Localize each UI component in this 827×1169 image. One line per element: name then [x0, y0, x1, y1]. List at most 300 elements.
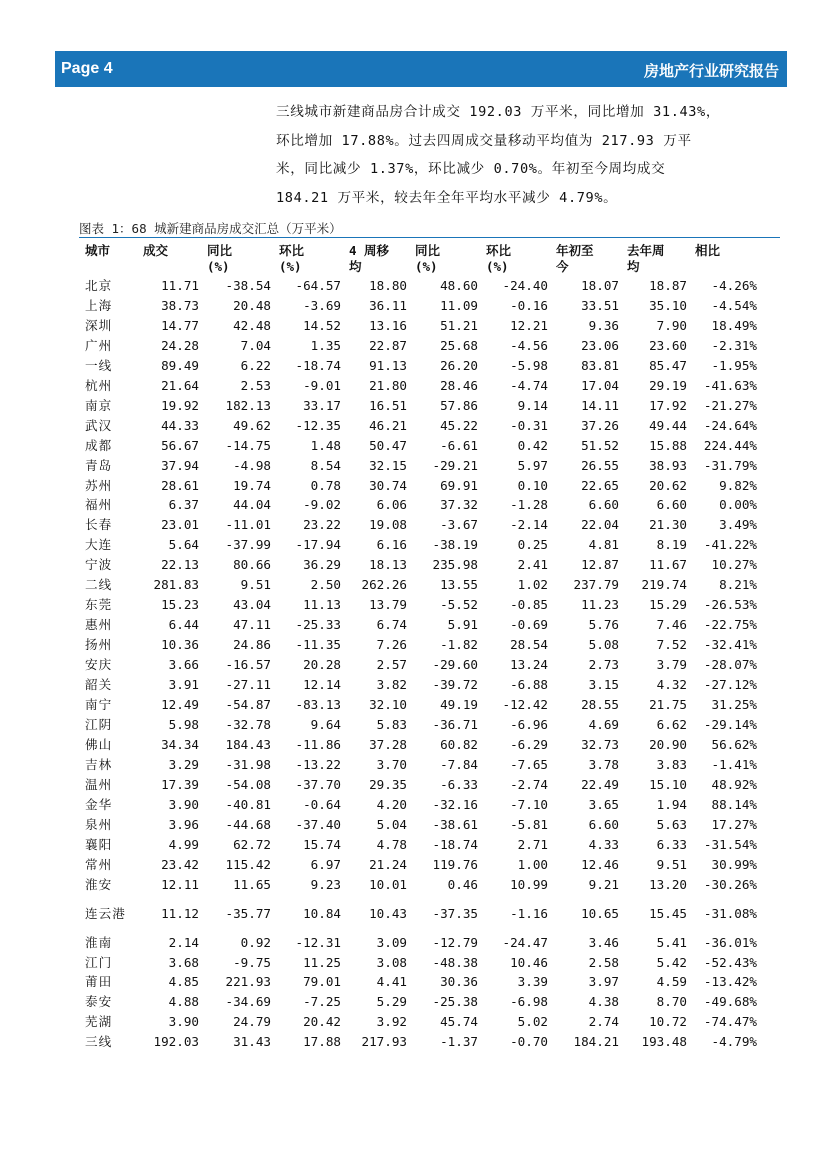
value-cell: 0.46: [447, 876, 478, 892]
value-cell: 0.10: [517, 477, 548, 493]
value-cell: 35.10: [649, 297, 687, 313]
value-cell: 6.16: [376, 537, 407, 553]
value-cell: 46.21: [369, 417, 407, 433]
value-cell: -49.68%: [703, 994, 757, 1010]
value-cell: 15.10: [649, 776, 687, 792]
value-cell: 11.65: [233, 876, 271, 892]
value-cell: 217.93: [361, 1034, 407, 1050]
value-cell: 10.27%: [711, 557, 757, 573]
value-cell: 9.14: [517, 397, 548, 413]
value-cell: 83.81: [581, 357, 619, 373]
value-cell: 26.55: [581, 457, 619, 473]
value-cell: 32.73: [581, 736, 619, 752]
value-cell: 5.08: [588, 637, 619, 653]
table-row: [79, 715, 759, 735]
value-cell: -13.22: [295, 756, 341, 772]
value-cell: -5.98: [510, 357, 548, 373]
value-cell: -38.61: [432, 816, 478, 832]
table-row: [79, 735, 759, 755]
city-cell: 安庆: [85, 657, 113, 673]
value-cell: 14.77: [161, 317, 199, 333]
value-cell: -37.70: [295, 776, 341, 792]
value-cell: -4.74: [510, 377, 548, 393]
value-cell: 11.23: [581, 597, 619, 613]
value-cell: 15.74: [303, 836, 341, 852]
column-header-line: 城市: [85, 243, 111, 258]
value-cell: 15.29: [649, 597, 687, 613]
value-cell: -54.08: [225, 776, 271, 792]
value-cell: 23.01: [161, 517, 199, 533]
value-cell: 0.25: [517, 537, 548, 553]
value-cell: 4.69: [588, 716, 619, 732]
city-cell: 东莞: [85, 597, 113, 613]
table-row: [79, 436, 759, 456]
value-cell: -37.40: [295, 816, 341, 832]
value-cell: -38.54: [225, 278, 271, 293]
value-cell: 12.14: [303, 677, 341, 693]
value-cell: 22.65: [581, 477, 619, 493]
value-cell: 34.34: [161, 736, 199, 752]
value-cell: 62.72: [233, 836, 271, 852]
table-row: [79, 535, 759, 555]
value-cell: 3.78: [588, 756, 619, 772]
column-header-line: (%): [207, 259, 230, 274]
table-row: [79, 555, 759, 575]
table-row: [79, 495, 759, 515]
table-row: [79, 695, 759, 715]
value-cell: 281.83: [153, 577, 199, 593]
value-cell: 32.15: [369, 457, 407, 473]
value-cell: -24.40: [502, 278, 548, 293]
value-cell: 22.13: [161, 557, 199, 573]
value-cell: 3.39: [517, 974, 548, 990]
value-cell: 56.62%: [711, 736, 757, 752]
value-cell: 3.70: [376, 756, 407, 772]
city-cell: 常州: [85, 856, 113, 872]
value-cell: 15.23: [161, 597, 199, 613]
value-cell: -7.84: [440, 756, 478, 772]
value-cell: 8.70: [656, 994, 687, 1010]
value-cell: 3.96: [168, 816, 199, 832]
value-cell: -32.41%: [703, 637, 757, 653]
value-cell: 1.35: [310, 337, 341, 353]
value-cell: 3.09: [376, 934, 407, 950]
value-cell: -7.10: [510, 796, 548, 812]
value-cell: 2.74: [588, 1014, 619, 1030]
value-cell: 26.20: [440, 357, 478, 373]
value-cell: 30.36: [440, 974, 478, 990]
header-bar: [55, 51, 787, 87]
table-row: [79, 515, 759, 535]
value-cell: 51.52: [581, 437, 619, 453]
table-row: [79, 755, 759, 775]
column-header: [689, 240, 759, 276]
value-cell: 37.94: [161, 457, 199, 473]
value-cell: 36.29: [303, 557, 341, 573]
table-row: [79, 675, 759, 695]
city-cell: 淮安: [85, 876, 113, 892]
value-cell: -27.11: [225, 677, 271, 693]
value-cell: 2.71: [517, 836, 548, 852]
value-cell: 38.93: [649, 457, 687, 473]
value-cell: 0.78: [310, 477, 341, 493]
value-cell: -24.47: [502, 934, 548, 950]
value-cell: 20.90: [649, 736, 687, 752]
value-cell: 9.51: [240, 577, 271, 593]
city-cell: 吉林: [85, 756, 113, 772]
table-row: [79, 575, 759, 595]
value-cell: 4.88: [168, 994, 199, 1010]
value-cell: -4.98: [233, 457, 271, 473]
value-cell: 28.55: [581, 697, 619, 713]
value-cell: 4.78: [376, 836, 407, 852]
value-cell: 24.28: [161, 337, 199, 353]
value-cell: -28.07%: [703, 657, 757, 673]
value-cell: 21.24: [369, 856, 407, 872]
value-cell: 30.74: [369, 477, 407, 493]
table-row: [79, 992, 759, 1012]
value-cell: 43.04: [233, 597, 271, 613]
value-cell: 192.03: [153, 1034, 199, 1050]
value-cell: -44.68: [225, 816, 271, 832]
value-cell: 4.59: [656, 974, 687, 990]
value-cell: -17.94: [295, 537, 341, 553]
value-cell: -4.26%: [711, 278, 757, 293]
column-header: [137, 240, 201, 276]
value-cell: 17.39: [161, 776, 199, 792]
value-cell: 11.71: [161, 278, 199, 293]
value-cell: 50.47: [369, 437, 407, 453]
value-cell: 14.52: [303, 317, 341, 333]
value-cell: 22.49: [581, 776, 619, 792]
value-cell: -25.38: [432, 994, 478, 1010]
value-cell: 19.92: [161, 397, 199, 413]
value-cell: 23.42: [161, 856, 199, 872]
value-cell: 11.09: [440, 297, 478, 313]
value-cell: 31.43: [233, 1034, 271, 1050]
value-cell: 49.44: [649, 417, 687, 433]
column-header-line: 均: [349, 259, 362, 274]
value-cell: -41.22%: [703, 537, 757, 553]
value-cell: 56.67: [161, 437, 199, 453]
value-cell: 5.98: [168, 716, 199, 732]
value-cell: 7.26: [376, 637, 407, 653]
value-cell: 4.99: [168, 836, 199, 852]
value-cell: -6.88: [510, 677, 548, 693]
value-cell: 8.21%: [719, 577, 757, 593]
value-cell: -11.01: [225, 517, 271, 533]
value-cell: 48.92%: [711, 776, 757, 792]
table-row: [79, 336, 759, 356]
value-cell: 15.88: [649, 437, 687, 453]
column-header-line: 今: [556, 259, 569, 274]
column-header-line: 环比: [486, 243, 512, 258]
value-cell: 28.61: [161, 477, 199, 493]
value-cell: 3.49%: [719, 517, 757, 533]
value-cell: 31.25%: [711, 697, 757, 713]
value-cell: -4.54%: [711, 297, 757, 313]
value-cell: -48.38: [432, 954, 478, 970]
value-cell: -6.61: [440, 437, 478, 453]
value-cell: 119.76: [432, 856, 478, 872]
value-cell: 45.22: [440, 417, 478, 433]
value-cell: 7.04: [240, 337, 271, 353]
title-divider: [79, 237, 780, 238]
table-row: [79, 476, 759, 496]
value-cell: 33.17: [303, 397, 341, 413]
column-header-line: 相比: [695, 243, 721, 258]
city-cell: 福州: [85, 497, 113, 513]
column-header-line: (%): [486, 259, 509, 274]
value-cell: 20.48: [233, 297, 271, 313]
value-cell: 44.33: [161, 417, 199, 433]
column-header-line: (%): [279, 259, 302, 274]
value-cell: -1.28: [510, 497, 548, 513]
value-cell: -12.31: [295, 934, 341, 950]
value-cell: -25.33: [295, 617, 341, 633]
value-cell: 5.63: [656, 816, 687, 832]
city-cell: 金华: [85, 796, 113, 812]
value-cell: 5.41: [656, 934, 687, 950]
city-cell: 扬州: [85, 637, 113, 653]
value-cell: 18.80: [369, 278, 407, 293]
value-cell: 184.21: [573, 1034, 619, 1050]
value-cell: 80.66: [233, 557, 271, 573]
value-cell: 5.29: [376, 994, 407, 1010]
value-cell: 20.42: [303, 1014, 341, 1030]
value-cell: -0.16: [510, 297, 548, 313]
table-row: [79, 635, 759, 655]
value-cell: 28.54: [510, 637, 548, 653]
table-row: [79, 855, 759, 875]
city-cell: 莆田: [85, 974, 113, 990]
value-cell: -54.87: [225, 697, 271, 713]
city-cell: 惠州: [85, 617, 113, 633]
summary-line: 三线城市新建商品房合计成交 192.03 万平米，同比增加 31.43%，: [276, 104, 721, 120]
value-cell: -41.63%: [703, 377, 757, 393]
value-cell: -13.42%: [703, 974, 757, 990]
value-cell: -38.19: [432, 537, 478, 553]
value-cell: 6.60: [588, 497, 619, 513]
value-cell: 6.74: [376, 617, 407, 633]
value-cell: 0.00%: [719, 497, 757, 513]
value-cell: 33.51: [581, 297, 619, 313]
value-cell: 262.26: [361, 577, 407, 593]
value-cell: 45.74: [440, 1014, 478, 1030]
table-row: [79, 316, 759, 336]
table-row: [79, 795, 759, 815]
value-cell: 5.76: [588, 617, 619, 633]
column-header-line: 年初至: [556, 243, 594, 258]
value-cell: 18.07: [581, 278, 619, 293]
value-cell: 13.79: [369, 597, 407, 613]
city-cell: 佛山: [85, 736, 113, 752]
value-cell: -0.31: [510, 417, 548, 433]
value-cell: 3.66: [168, 657, 199, 673]
table-row: [79, 1012, 759, 1032]
value-cell: 6.62: [656, 716, 687, 732]
table-row: [79, 655, 759, 675]
value-cell: 37.26: [581, 417, 619, 433]
value-cell: 2.57: [376, 657, 407, 673]
city-cell: 深圳: [85, 317, 113, 333]
value-cell: 1.48: [310, 437, 341, 453]
value-cell: 7.46: [656, 617, 687, 633]
table-row: [79, 615, 759, 635]
value-cell: 184.43: [225, 736, 271, 752]
value-cell: -4.56: [510, 337, 548, 353]
value-cell: 10.46: [510, 954, 548, 970]
value-cell: -12.35: [295, 417, 341, 433]
value-cell: 9.82%: [719, 477, 757, 493]
column-header: [621, 240, 689, 276]
value-cell: 5.97: [517, 457, 548, 473]
value-cell: 8.54: [310, 457, 341, 473]
summary-line: 米，同比减少 1.37%，环比减少 0.70%。年初至今周均成交: [276, 161, 666, 177]
value-cell: 42.48: [233, 317, 271, 333]
city-cell: 连云港: [85, 906, 126, 922]
value-cell: 17.04: [581, 377, 619, 393]
table-row: [79, 396, 759, 416]
value-cell: -40.81: [225, 796, 271, 812]
value-cell: 17.88: [303, 1034, 341, 1050]
value-cell: 12.87: [581, 557, 619, 573]
city-cell: 杭州: [85, 377, 113, 393]
value-cell: 13.16: [369, 317, 407, 333]
value-cell: 11.12: [161, 905, 199, 921]
value-cell: 4.20: [376, 796, 407, 812]
summary-paragraph: [276, 98, 752, 212]
city-cell: 江门: [85, 954, 113, 970]
value-cell: 85.47: [649, 357, 687, 373]
value-cell: 23.22: [303, 517, 341, 533]
value-cell: 3.46: [588, 934, 619, 950]
value-cell: -5.52: [440, 597, 478, 613]
value-cell: -2.14: [510, 517, 548, 533]
value-cell: -37.35: [432, 905, 478, 921]
value-cell: 69.91: [440, 477, 478, 493]
value-cell: 22.04: [581, 517, 619, 533]
table-row: [79, 875, 759, 895]
value-cell: -0.85: [510, 597, 548, 613]
value-cell: 7.52: [656, 637, 687, 653]
city-cell: 宁波: [85, 557, 113, 573]
value-cell: 0.42: [517, 437, 548, 453]
city-cell: 北京: [85, 278, 113, 293]
column-header: [79, 240, 137, 276]
value-cell: 20.62: [649, 477, 687, 493]
value-cell: -1.41%: [711, 756, 757, 772]
value-cell: 193.48: [641, 1034, 687, 1050]
value-cell: 19.08: [369, 517, 407, 533]
city-cell: 上海: [85, 297, 113, 313]
value-cell: 6.44: [168, 617, 199, 633]
value-cell: 13.24: [510, 657, 548, 673]
value-cell: -31.98: [225, 756, 271, 772]
table-row: [79, 456, 759, 476]
city-cell: 成都: [85, 437, 113, 453]
value-cell: -21.27%: [703, 397, 757, 413]
value-cell: 12.46: [581, 856, 619, 872]
value-cell: -32.16: [432, 796, 478, 812]
city-cell: 一线: [85, 357, 113, 373]
value-cell: 10.43: [369, 905, 407, 921]
value-cell: -9.01: [303, 377, 341, 393]
summary-line: 环比增加 17.88%。过去四周成交量移动平均值为 217.93 万平: [276, 132, 692, 149]
value-cell: -6.29: [510, 736, 548, 752]
value-cell: 9.36: [588, 317, 619, 333]
value-cell: -32.78: [225, 716, 271, 732]
report-type-title: 房地产行业研究报告: [643, 62, 779, 80]
value-cell: -18.74: [295, 357, 341, 373]
value-cell: 21.64: [161, 377, 199, 393]
value-cell: -9.02: [303, 497, 341, 513]
value-cell: 2.50: [310, 577, 341, 593]
value-cell: 5.42: [656, 954, 687, 970]
page-number: Page 4: [61, 60, 113, 77]
table-row: [79, 376, 759, 396]
summary-line: 184.21 万平米，较去年全年平均水平减少 4.79%。: [276, 189, 618, 206]
value-cell: 224.44%: [703, 437, 757, 453]
value-cell: 28.46: [440, 377, 478, 393]
value-cell: -24.64%: [703, 417, 757, 433]
value-cell: 10.72: [649, 1014, 687, 1030]
value-cell: -6.33: [440, 776, 478, 792]
value-cell: -37.99: [225, 537, 271, 553]
value-cell: -3.69: [303, 297, 341, 313]
value-cell: -35.77: [225, 905, 271, 921]
value-cell: 21.30: [649, 517, 687, 533]
value-cell: 47.11: [233, 617, 271, 633]
value-cell: 1.02: [517, 577, 548, 593]
value-cell: -1.95%: [711, 357, 757, 373]
value-cell: -31.08%: [703, 905, 757, 921]
value-cell: 48.60: [440, 278, 478, 293]
value-cell: -0.69: [510, 617, 548, 633]
value-cell: 60.82: [440, 736, 478, 752]
value-cell: 30.99%: [711, 856, 757, 872]
value-cell: -14.75: [225, 437, 271, 453]
table-row: [79, 356, 759, 376]
value-cell: 3.15: [588, 677, 619, 693]
table-row: [79, 972, 759, 992]
column-header-line: 同比: [207, 243, 233, 258]
value-cell: 10.65: [581, 905, 619, 921]
table-row: [79, 815, 759, 835]
column-header-line: (%): [415, 259, 438, 274]
column-header: [550, 240, 621, 276]
value-cell: 49.19: [440, 697, 478, 713]
value-cell: 21.75: [649, 697, 687, 713]
value-cell: 44.04: [233, 497, 271, 513]
value-cell: -36.01%: [703, 934, 757, 950]
table-row: [79, 953, 759, 973]
value-cell: 221.93: [225, 974, 271, 990]
column-header: [409, 240, 480, 276]
value-cell: 1.94: [656, 796, 687, 812]
column-header-line: 同比: [415, 243, 441, 258]
value-cell: 3.83: [656, 756, 687, 772]
value-cell: 1.00: [517, 856, 548, 872]
city-cell: 广州: [85, 337, 113, 353]
value-cell: 9.21: [588, 876, 619, 892]
column-header-line: 环比: [279, 243, 305, 258]
column-header-line: 成交: [143, 243, 169, 258]
value-cell: 57.86: [440, 397, 478, 413]
value-cell: -5.81: [510, 816, 548, 832]
column-header-line: 去年周: [627, 243, 665, 258]
value-cell: -29.21: [432, 457, 478, 473]
